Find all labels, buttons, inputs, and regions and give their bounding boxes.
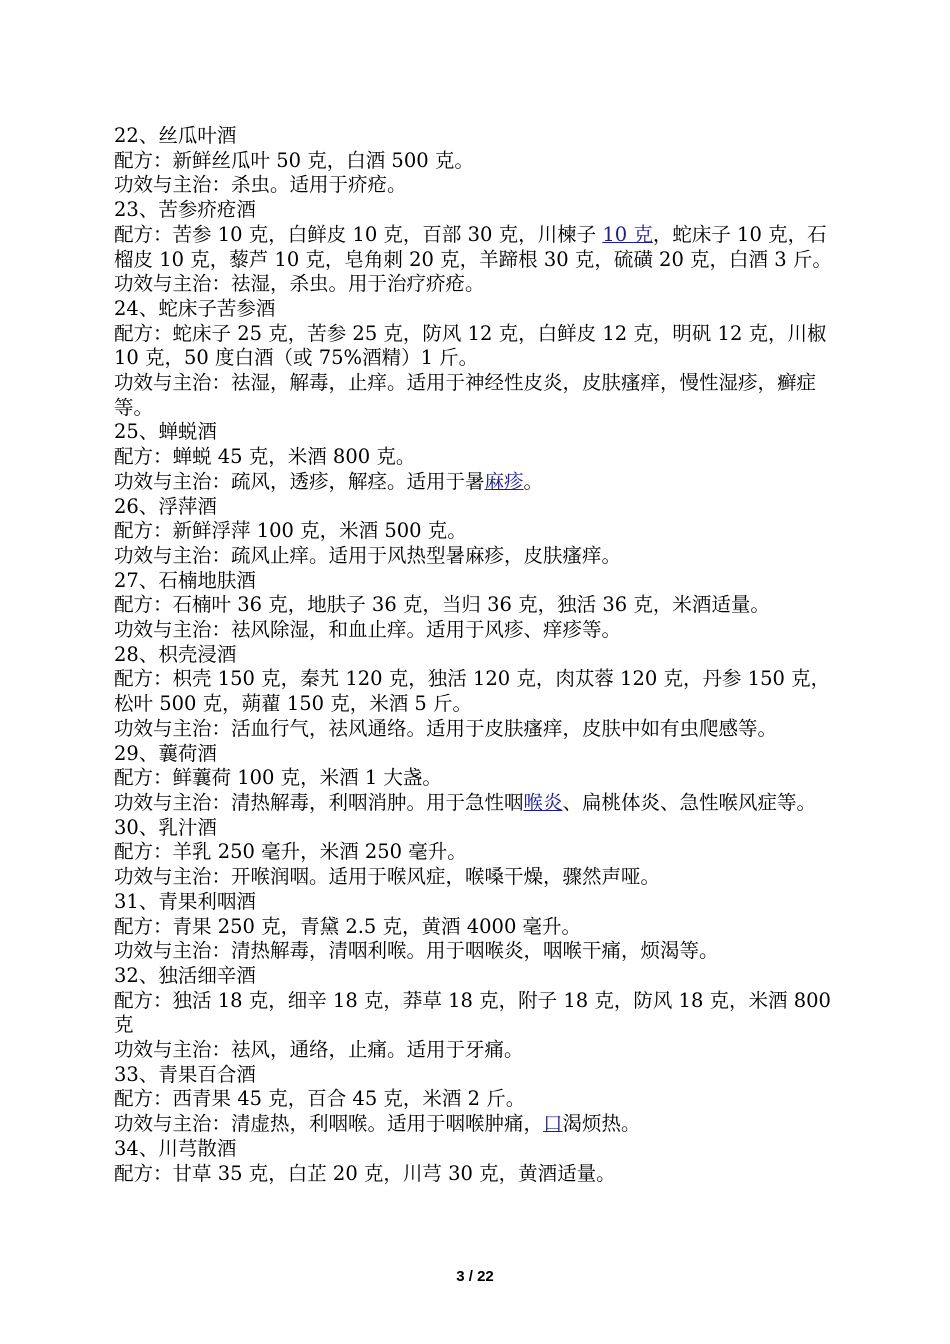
entry-formula: 配方：新鲜丝瓜叶 50 克，白酒 500 克。: [114, 148, 474, 172]
document-page: [114, 124, 844, 1186]
entry-effect: 功效与主治：清热解毒，清咽利喉。用于咽喉炎，咽喉干痛，烦渴等。: [114, 939, 719, 963]
entry-formula: 配方：鲜蘘荷 100 克，米酒 1 大盏。: [114, 766, 442, 790]
entry-formula: 配方：石楠叶 36 克，地肤子 36 克，当归 36 克，独活 36 克，米酒适量。: [114, 593, 770, 617]
entry-title: 23、苦参疥疮酒: [114, 198, 256, 222]
page-number: 3 / 22: [456, 1268, 494, 1285]
entry-title: 25、蝉蜕酒: [114, 420, 217, 444]
entry-title: 29、蘘荷酒: [114, 741, 217, 765]
entry-effect: [114, 470, 844, 495]
effect-link[interactable]: 口: [543, 1112, 563, 1136]
entry-formula: 配方：蝉蜕 45 克，米酒 800 克。: [114, 445, 416, 469]
entry-title: 34、川芎散酒: [114, 1136, 237, 1160]
entry-formula: 配方：蛇床子 25 克，苦参 25 克，防风 12 克，白鲜皮 12 克，明矾 12 克，川椒 10 克，50 度白酒（或 75%酒精）1 斤。: [114, 321, 827, 370]
entry-title: 33、青果百合酒: [114, 1062, 256, 1086]
effect-text: 、扁桃体炎、急性喉风症等。: [562, 790, 817, 814]
effect-text: 渴烦热。: [562, 1112, 641, 1136]
effect-text: 。: [523, 469, 544, 493]
entry-effect: [114, 791, 844, 816]
effect-text: 功效与主治：清虚热，利咽喉。适用于咽喉肿痛，: [114, 1112, 544, 1136]
entry-effect: [114, 1112, 844, 1137]
entry-formula: 配方：甘草 35 克，白芷 20 克，川芎 30 克，黄酒适量。: [114, 1161, 616, 1185]
entry-effect: 功效与主治：疏风止痒。适用于风热型暑麻疹，皮肤瘙痒。: [114, 543, 622, 567]
entry-effect: 功效与主治：祛湿，解毒，止痒。适用于神经性皮炎，皮肤瘙痒，慢性湿疹，癣症等。: [114, 371, 817, 419]
formula-link[interactable]: 10 克: [602, 222, 653, 246]
entry-title: 27、石楠地肤酒: [114, 568, 256, 592]
entry-title: 28、枳壳浸酒: [114, 642, 237, 666]
formula-text: ，蛇床子 10 克，石榴皮 10 克，藜芦 10 克，皂角刺 20 克，羊蹄根 30 克，硫磺 20 克，白酒 3 斤。: [114, 222, 832, 271]
entry-title: 22、丝瓜叶酒: [114, 124, 237, 147]
entry-title: 24、蛇床子苦参酒: [114, 296, 276, 320]
effect-text: 功效与主治：疏风，透疹，解痉。适用于暑: [114, 469, 485, 493]
effect-text: 功效与主治：清热解毒，利咽消肿。用于急性咽: [114, 790, 524, 814]
entry-formula: [114, 223, 844, 272]
effect-link[interactable]: 喉炎: [523, 790, 563, 814]
entry-formula: 配方：西青果 45 克，百合 45 克，米酒 2 斤。: [114, 1087, 526, 1111]
entry-title: 32、独活细辛酒: [114, 963, 256, 987]
entry-title: 31、青果利咽酒: [114, 889, 256, 913]
effect-link[interactable]: 麻疹: [484, 469, 524, 493]
entry-formula: 配方：独活 18 克，细辛 18 克，莽草 18 克，附子 18 克，防风 18 克，米酒 800 克: [114, 988, 831, 1037]
formula-text: 配方：苦参 10 克，白鲜皮 10 克，百部 30 克，川楝子: [114, 222, 603, 246]
entry-effect: 功效与主治：祛风除湿，和血止痒。适用于风疹、痒疹等。: [114, 618, 622, 642]
entry-effect: 功效与主治：祛湿，杀虫。用于治疗疥疮。: [114, 272, 485, 296]
entry-effect: 功效与主治：活血行气，祛风通络。适用于皮肤瘙痒，皮肤中如有虫爬感等。: [114, 716, 778, 740]
entry-formula: 配方：枳壳 150 克，秦艽 120 克，独活 120 克，肉苁蓉 120 克，丹参 150 克，松叶 500 克，蒴藋 150 克，米酒 5 斤。: [114, 667, 831, 716]
entry-effect: 功效与主治：杀虫。适用于疥疮。: [114, 173, 407, 197]
entry-effect: 功效与主治：祛风，通络，止痛。适用于牙痛。: [114, 1038, 524, 1062]
entry-title: 26、浮萍酒: [114, 494, 217, 518]
entry-formula: 配方：青果 250 克，青黛 2.5 克，黄酒 4000 毫升。: [114, 914, 582, 938]
entry-effect: 功效与主治：开喉润咽。适用于喉风症，喉嗓干燥，骤然声哑。: [114, 865, 661, 889]
entry-formula: 配方：羊乳 250 毫升，米酒 250 毫升。: [114, 840, 467, 864]
entry-formula: 配方：新鲜浮萍 100 克，米酒 500 克。: [114, 519, 467, 543]
entry-title: 30、乳汁酒: [114, 815, 217, 839]
